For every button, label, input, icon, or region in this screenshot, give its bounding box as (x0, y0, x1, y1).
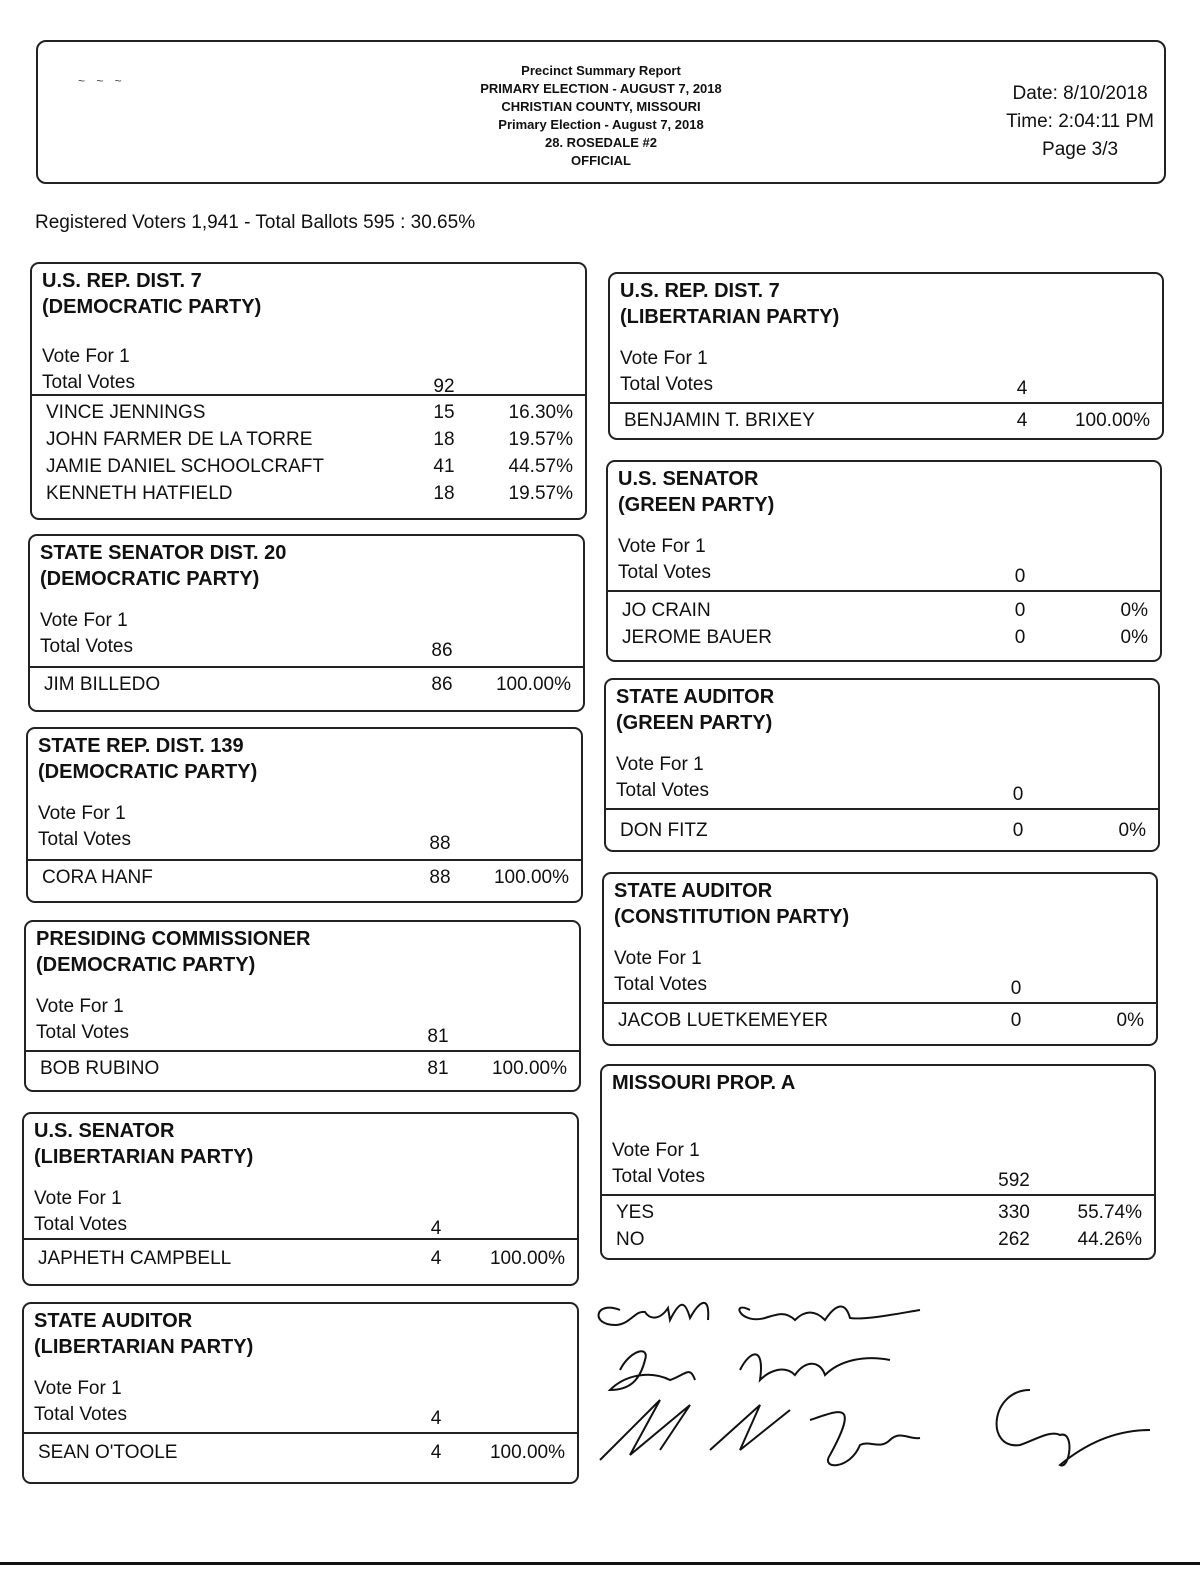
election-subtitle: Primary Election - August 7, 2018 (498, 117, 704, 132)
candidate-votes: 262 (998, 1229, 1030, 1250)
total-votes-label: Total Votes (40, 636, 133, 657)
contest-office: STATE SENATOR DIST. 20 (40, 542, 287, 564)
candidate-row (44, 674, 571, 700)
total-votes-label: Total Votes (614, 974, 707, 995)
candidate-name: JO CRAIN (622, 600, 711, 621)
candidate-percent: 0% (1120, 600, 1148, 621)
candidate-votes: 330 (998, 1202, 1030, 1223)
candidate-name: BENJAMIN T. BRIXEY (624, 410, 815, 431)
contest-title (36, 926, 310, 978)
candidate-votes: 86 (431, 674, 453, 695)
candidate-percent: 44.26% (1077, 1229, 1142, 1250)
contest-title (38, 733, 257, 785)
candidate-name: SEAN O'TOOLE (38, 1442, 178, 1463)
contest-party: (DEMOCRATIC PARTY) (42, 296, 262, 318)
candidate-row (620, 820, 1146, 846)
contest-party: (DEMOCRATIC PARTY) (40, 568, 260, 590)
contest-box (22, 1302, 579, 1484)
candidate-row (40, 1058, 567, 1084)
contest-office: U.S. SENATOR (34, 1120, 175, 1142)
candidate-percent: 0% (1120, 627, 1148, 648)
contest-box (28, 534, 585, 712)
contest-party: (LIBERTARIAN PARTY) (620, 306, 840, 328)
scan-marks: ~ ~ ~ (78, 74, 126, 88)
contest-box (30, 262, 587, 520)
total-votes-label: Total Votes (618, 562, 711, 583)
contest-box (22, 1112, 579, 1286)
vote-for-label: Vote For 1 (34, 1188, 122, 1209)
contest-box (606, 460, 1162, 662)
page-bottom-rule (0, 1562, 1200, 1565)
report-date: Date: 8/10/2018 (1012, 83, 1148, 104)
candidate-row (46, 483, 573, 509)
contest-title (616, 684, 774, 736)
contest-divider (606, 808, 1158, 810)
report-header (36, 40, 1166, 184)
contest-office: PRESIDING COMMISSIONER (36, 928, 311, 950)
candidate-votes: 0 (1012, 820, 1024, 841)
contest-party: (GREEN PARTY) (618, 494, 775, 516)
contest-title (42, 268, 261, 320)
candidate-votes: 18 (433, 483, 455, 504)
total-votes-label: Total Votes (620, 374, 713, 395)
contest-divider (604, 1002, 1156, 1004)
candidate-percent: 55.74% (1077, 1202, 1142, 1223)
candidate-percent: 100.00% (493, 867, 569, 888)
contest-party: (DEMOCRATIC PARTY) (36, 954, 256, 976)
candidate-row (616, 1229, 1142, 1255)
candidate-row (38, 1248, 565, 1274)
contest-divider (28, 859, 581, 861)
report-time: Time: 2:04:11 PM (1006, 111, 1154, 132)
candidate-percent: 19.57% (508, 483, 573, 504)
candidate-votes: 0 (1014, 600, 1026, 621)
candidate-votes: 4 (430, 1442, 442, 1463)
candidate-votes: 18 (433, 429, 455, 450)
contest-divider (610, 402, 1162, 404)
candidate-row (46, 402, 573, 428)
vote-for-label: Vote For 1 (38, 803, 126, 824)
contest-divider (32, 394, 585, 396)
candidate-name: BOB RUBINO (40, 1058, 160, 1079)
contest-office: STATE AUDITOR (614, 880, 773, 902)
candidate-votes: 4 (1016, 410, 1028, 431)
total-votes-value: 592 (998, 1170, 1030, 1191)
total-votes-value: 0 (1010, 978, 1022, 999)
candidate-row (622, 600, 1148, 626)
signatures (590, 1280, 1170, 1500)
total-votes-value: 0 (1014, 566, 1026, 587)
candidate-percent: 100.00% (1074, 410, 1150, 431)
candidate-row (622, 627, 1148, 653)
contest-title (612, 1070, 795, 1096)
candidate-percent: 19.57% (508, 429, 573, 450)
contest-box (602, 872, 1158, 1046)
contest-divider (26, 1050, 579, 1052)
candidate-votes: 41 (433, 456, 455, 477)
header-center (38, 62, 1164, 170)
county-name: CHRISTIAN COUNTY, MISSOURI (501, 99, 701, 114)
contest-divider (602, 1194, 1154, 1196)
contest-office: U.S. REP. DIST. 7 (42, 270, 202, 292)
vote-for-label: Vote For 1 (42, 346, 130, 367)
candidate-row (616, 1202, 1142, 1228)
precinct-name: 28. ROSEDALE #2 (545, 135, 657, 150)
contest-box (24, 920, 581, 1092)
contest-party: (GREEN PARTY) (616, 712, 773, 734)
contest-box (26, 727, 583, 903)
candidate-row (46, 456, 573, 482)
header-meta (1006, 80, 1154, 164)
contest-box (604, 678, 1160, 852)
total-votes-value: 0 (1012, 784, 1024, 805)
contest-office: STATE REP. DIST. 139 (38, 735, 244, 757)
candidate-name: DON FITZ (620, 820, 708, 841)
report-title: Precinct Summary Report (521, 63, 681, 78)
candidate-name: KENNETH HATFIELD (46, 483, 233, 504)
vote-for-label: Vote For 1 (620, 348, 708, 369)
contest-title (614, 878, 849, 930)
candidate-name: VINCE JENNINGS (46, 402, 206, 423)
candidate-percent: 16.30% (508, 402, 573, 423)
total-votes-label: Total Votes (612, 1166, 705, 1187)
candidate-percent: 100.00% (495, 674, 571, 695)
contest-title (34, 1308, 253, 1360)
contest-party: (LIBERTARIAN PARTY) (34, 1336, 254, 1358)
contest-divider (608, 590, 1160, 592)
total-votes-value: 86 (431, 640, 453, 661)
contest-divider (24, 1432, 577, 1434)
total-votes-label: Total Votes (34, 1214, 127, 1235)
vote-for-label: Vote For 1 (618, 536, 706, 557)
contest-box (608, 272, 1164, 440)
contest-title (620, 278, 839, 330)
candidate-percent: 100.00% (489, 1248, 565, 1269)
candidate-name: NO (616, 1229, 645, 1250)
candidate-percent: 100.00% (491, 1058, 567, 1079)
vote-for-label: Vote For 1 (612, 1140, 700, 1161)
contest-title (40, 540, 286, 592)
candidate-row (624, 410, 1150, 436)
contest-office: STATE AUDITOR (616, 686, 775, 708)
vote-for-label: Vote For 1 (40, 610, 128, 631)
vote-for-label: Vote For 1 (36, 996, 124, 1017)
candidate-votes: 4 (430, 1248, 442, 1269)
total-votes-label: Total Votes (36, 1022, 129, 1043)
candidate-percent: 0% (1118, 820, 1146, 841)
total-votes-value: 88 (429, 833, 451, 854)
contest-divider (24, 1238, 577, 1240)
candidate-percent: 100.00% (489, 1442, 565, 1463)
registered-voters-summary: Registered Voters 1,941 - Total Ballots 595 : 30.65% (35, 212, 476, 233)
candidate-votes: 15 (433, 402, 455, 423)
candidate-row (46, 429, 573, 455)
contest-title (618, 466, 774, 518)
total-votes-value: 92 (433, 376, 455, 397)
contest-party: (CONSTITUTION PARTY) (614, 906, 850, 928)
contest-box (600, 1064, 1156, 1260)
report-status: OFFICIAL (571, 153, 631, 168)
candidate-votes: 0 (1010, 1010, 1022, 1031)
total-votes-value: 4 (430, 1218, 442, 1239)
page-number: Page 3/3 (1042, 139, 1119, 160)
total-votes-label: Total Votes (38, 829, 131, 850)
total-votes-value: 4 (1016, 378, 1028, 399)
vote-for-label: Vote For 1 (616, 754, 704, 775)
total-votes-label: Total Votes (42, 372, 135, 393)
contest-party: (DEMOCRATIC PARTY) (38, 761, 258, 783)
candidate-name: JACOB LUETKEMEYER (618, 1010, 829, 1031)
candidate-percent: 0% (1116, 1010, 1144, 1031)
contest-title (34, 1118, 253, 1170)
contest-office: STATE AUDITOR (34, 1310, 193, 1332)
candidate-name: CORA HANF (42, 867, 153, 888)
contest-office: U.S. REP. DIST. 7 (620, 280, 780, 302)
vote-for-label: Vote For 1 (614, 948, 702, 969)
candidate-row (618, 1010, 1144, 1036)
candidate-name: JIM BILLEDO (44, 674, 161, 695)
candidate-name: JEROME BAUER (622, 627, 772, 648)
total-votes-value: 4 (430, 1408, 442, 1429)
candidate-row (42, 867, 569, 893)
candidate-percent: 44.57% (508, 456, 573, 477)
candidate-votes: 81 (427, 1058, 449, 1079)
candidate-votes: 88 (429, 867, 451, 888)
vote-for-label: Vote For 1 (34, 1378, 122, 1399)
election-name: PRIMARY ELECTION - AUGUST 7, 2018 (480, 81, 722, 96)
contest-party: (LIBERTARIAN PARTY) (34, 1146, 254, 1168)
contest-divider (30, 666, 583, 668)
total-votes-label: Total Votes (34, 1404, 127, 1425)
total-votes-value: 81 (427, 1026, 449, 1047)
contest-office: MISSOURI PROP. A (612, 1072, 796, 1094)
candidate-name: YES (616, 1202, 655, 1223)
candidate-row (38, 1442, 565, 1468)
candidate-name: JAPHETH CAMPBELL (38, 1248, 232, 1269)
candidate-votes: 0 (1014, 627, 1026, 648)
total-votes-label: Total Votes (616, 780, 709, 801)
candidate-name: JAMIE DANIEL SCHOOLCRAFT (46, 456, 325, 477)
candidate-name: JOHN FARMER DE LA TORRE (46, 429, 313, 450)
contest-office: U.S. SENATOR (618, 468, 759, 490)
